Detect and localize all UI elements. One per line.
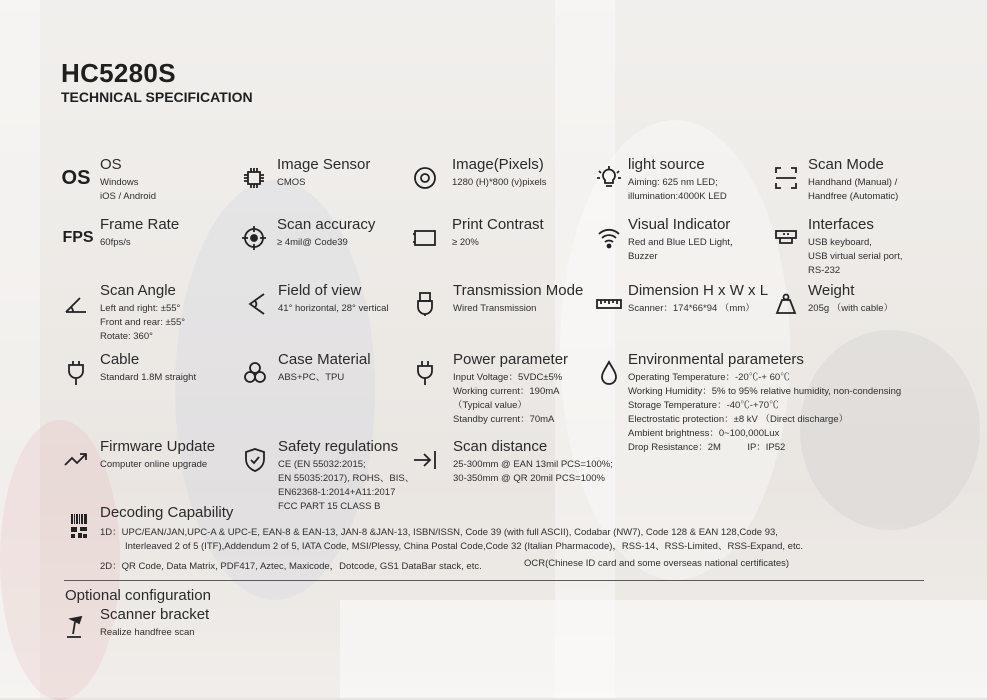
spec-title: Scan accuracy [277,216,376,233]
spec-body: 25-300mm @ EAN 13mil PCS=100%; 30-350mm @ QR 20mil PCS=100% [453,459,613,484]
optional-config-title: Optional configuration [65,587,211,604]
spec-title: Dimension H x W x L [628,282,769,299]
spec-title: Firmware Update [100,438,216,455]
spec-body: Wired Transmission [453,303,537,314]
spec-body: 41° horizontal, 28° vertical [278,303,389,314]
decoding-2d-line: 2D：QR Code, Data Matrix, PDF417, Aztec, Maxicode，Dotcode, GS1 DataBar stack, etc. [100,561,482,572]
spec-body: CE (EN 55032:2015; EN 55035:2017), ROHS、BIS、 EN62368-1:2014+A11:2017 FCC PART 15 CLASS B [278,459,415,512]
spec-body: Scanner：174*66*94 （mm） [628,303,755,314]
spec-body: ≥ 20% [452,237,479,248]
spec-body: USB keyboard, USB virtual serial port, RS-232 [808,237,903,276]
contrast-frame-icon [410,223,440,253]
spec-title: Weight [808,282,855,299]
spec-body: 60fps/s [100,237,131,248]
spec-title: Frame Rate [100,216,180,233]
spec-title: OS [100,156,122,173]
circles-icon [240,358,270,388]
spec-body: CMOS [277,177,306,188]
spec-title: Environmental parameters [628,351,804,368]
shield-check-icon [240,445,270,475]
decoding-ocr-line: OCR(Chinese ID card and some overseas national certificates) [524,558,790,569]
product-title: HC5280S [61,58,176,88]
angle-icon [61,289,91,319]
scan-frame-icon [771,163,801,193]
water-drop-icon [594,358,624,388]
usb-plug-icon [410,289,440,319]
spec-title: Image(Pixels) [452,156,544,173]
fps-text-icon: FPS [62,229,94,246]
decoding-title: Decoding Capability [100,504,234,521]
lightbulb-icon [594,163,624,193]
spec-title: Scan distance [453,438,548,455]
spec-body: Input Voltage：5VDC±5% Working current：190mA （Typical value） Standby current：70mA [453,372,563,425]
os-text-icon: OS [61,166,91,189]
page-subtitle: TECHNICAL SPECIFICATION [61,89,253,105]
spec-title: Scan Mode [808,156,884,173]
wifi-signal-icon [594,223,624,253]
spec-body: Red and Blue LED Light， Buzzer [628,237,740,262]
decoding-1d-line-1: 1D：UPC/EAN/JAN,UPC-A & UPC-E, EAN-8 & EAN-13, JAN-8 &JAN-13, ISBN/ISSN, Code 39 (with full ASCII), Codabar (NW7), Code 128 & EAN 128,Code 93, [100,527,778,538]
spec-body: Aiming: 625 nm LED; illumination:4000K LED [628,177,727,202]
spec-title: light source [628,156,705,173]
cable-plug-icon [61,358,91,388]
trend-arrow-icon [61,445,91,475]
sensor-chip-icon [239,163,269,193]
spec-title: Scanner bracket [100,606,210,623]
spec-body: Standard 1.8M straight [100,372,197,383]
crosshair-icon [239,223,269,253]
spec-title: Field of view [278,282,362,299]
decoding-1d-line-2: Interleaved 2 of 5 (ITF),Addendum 2 of 5, IATA Code, MSI/Plessy, China Postal Code,Code 32 (Italian Pharmacode)，RSS-14、RSS-Limited、RSS-Expand, etc. [125,541,803,552]
scanner-bracket-icon [63,613,89,643]
barcode-qr-icon [71,514,87,538]
spec-title: Interfaces [808,216,874,233]
spec-title: Visual Indicator [628,216,731,233]
spec-body: Operating Temperature：-20℃-+ 60℃ Working Humidity：5% to 95% relative humidity, non-condensing Storage Temperature：-40℃-+70℃ Electrostatic protection：±8 kV （Direct discharge） Ambient brightness：0~100,000Lux Drop Resistance：2M IP：IP52 [628,372,902,453]
spec-body: ≥ 4mil@ Code39 [277,237,348,248]
spec-body: 1280 (H)*800 (v)pixels [452,177,547,188]
usb-port-icon [771,223,801,253]
spec-title: Case Material [278,351,371,368]
spec-title: Power parameter [453,351,569,368]
spec-title: Scan Angle [100,282,176,299]
spec-body: 205g （with cable） [808,303,894,314]
spec-title: Transmission Mode [453,282,584,299]
spec-body: Computer online upgrade [100,459,208,470]
target-circle-icon [410,163,440,193]
spec-body: Realize handfree scan [100,627,195,638]
spec-title: Safety regulations [278,438,399,455]
view-angle-icon [242,289,272,319]
spec-title: Image Sensor [277,156,371,173]
section-divider [64,580,924,581]
spec-body: Handhand (Manual) / Handfree (Automatic) [808,177,899,202]
spec-title: Cable [100,351,140,368]
power-plug-icon [410,358,440,388]
spec-title: Print Contrast [452,216,544,233]
spec-body: Left and right: ±55° Front and rear: ±55° Rotate: 360° [100,303,186,342]
ruler-icon [594,289,624,319]
spec-body: Windows iOS / Android [100,177,156,202]
spec-body: ABS+PC、TPU [278,372,345,383]
weight-icon [771,289,801,319]
arrow-bar-icon [410,445,440,475]
